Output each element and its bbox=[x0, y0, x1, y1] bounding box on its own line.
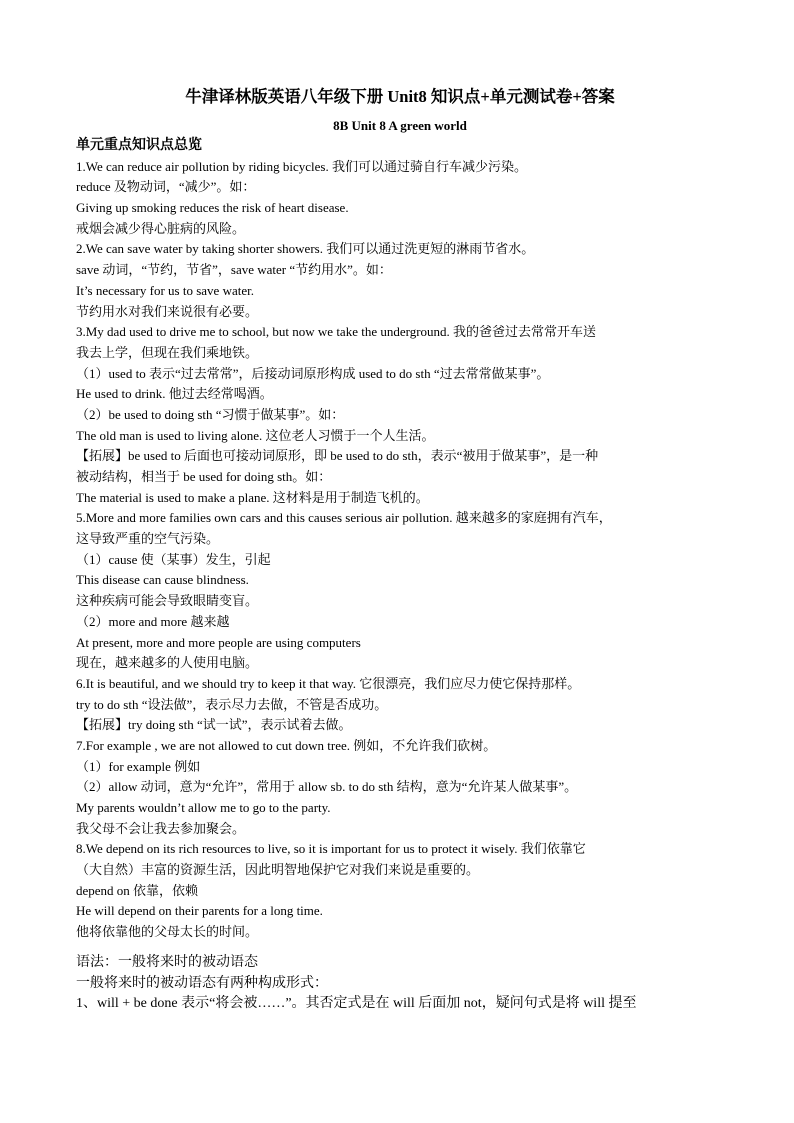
text-line: 1.We can reduce air pollution by riding bicycles. 我们可以通过骑自行车减少污染。 bbox=[76, 158, 527, 174]
text-line: My parents wouldn’t allow me to go to the party. bbox=[76, 800, 331, 815]
text-line: 我父母不会让我去参加聚会。 bbox=[76, 820, 246, 836]
text-line: （1）cause 使（某事）发生，引起 bbox=[76, 551, 271, 567]
text-line: Giving up smoking reduces the risk of heart disease. bbox=[76, 200, 349, 216]
text-line: 被动结构，相当于 be used for doing sth。如： bbox=[76, 469, 332, 484]
text-line: 现在，越来越多的人使用电脑。 bbox=[76, 655, 259, 671]
document-body bbox=[76, 136, 724, 1015]
text-line: reduce 及物动词，“减少”。如： bbox=[76, 179, 256, 195]
text-line: 节约用水对我们来说很有必要。 bbox=[76, 303, 259, 319]
text-line: At present, more and more people are using computers bbox=[76, 634, 361, 650]
text-line: 一般将来时的被动语态有两种构成形式： bbox=[76, 975, 328, 991]
text-line: 1、will + be done 表示“将会被……”。其否定式是在 will 后面加 not，疑问句式是将 will 提至 bbox=[76, 996, 637, 1012]
text-line: The old man is used to living alone. 这位老人习惯于一个人生活。 bbox=[76, 427, 435, 443]
text-line: try to do sth “设法做”，表示尽力去做，不管是否成功。 bbox=[76, 696, 388, 712]
text-line: 他将依靠他的父母太长的时间。 bbox=[76, 924, 259, 940]
text-line: （1）for example 例如 bbox=[76, 758, 201, 774]
text-line: 5.More and more families own cars and this causes serious air pollution. 越来越多的家庭拥有汽车， bbox=[76, 510, 612, 526]
document-title: 牛津译林版英语八年级下册 Unit8 知识点+单元测试卷+答案 bbox=[185, 87, 615, 106]
text-line: （2）be used to doing sth “习惯于做某事”。如： bbox=[76, 406, 345, 422]
text-line: He will depend on their parents for a long time. bbox=[76, 903, 323, 919]
text-line: （2）allow 动词，意为“允许”，常用于 allow sb. to do sth 结构，意为“允许某人做某事”。 bbox=[76, 779, 578, 795]
blank-line bbox=[76, 943, 724, 953]
text-line: 这导致严重的空气污染。 bbox=[76, 531, 220, 547]
text-line: （2）more and more 越来越 bbox=[76, 613, 230, 629]
text-line: 3.My dad used to drive me to school, but now we take the underground. 我的爸爸过去常常开车送 bbox=[76, 324, 597, 340]
text-line: He used to drink. 他过去经常喝酒。 bbox=[76, 386, 273, 402]
text-line: This disease can cause blindness. bbox=[76, 572, 249, 588]
text-line: 8.We depend on its rich resources to live, so it is important for us to protect it wisely. 我们依靠它 bbox=[76, 841, 586, 857]
text-line: depend on 依靠，依赖 bbox=[76, 882, 199, 898]
text-line: （大自然）丰富的资源生活，因此明智地保护它对我们来说是重要的。 bbox=[76, 862, 480, 878]
text-line: It’s necessary for us to save water. bbox=[76, 282, 254, 298]
text-line: 戒烟会减少得心脏病的风险。 bbox=[76, 220, 246, 236]
text-line: （1）used to 表示“过去常常”，后接动词原形构成 used to do sth “过去常常做某事”。 bbox=[76, 365, 550, 381]
text-line: The material is used to make a plane. 这材料是用于制造飞机的。 bbox=[76, 489, 429, 505]
text-line: 7.For example , we are not allowed to cut down tree. 例如，不允许我们砍树。 bbox=[76, 737, 497, 753]
text-line: 【拓展】be used to 后面也可接动词原形，即 be used to do sth，表示“被用于做某事”，是一种 bbox=[76, 448, 599, 464]
text-line: 【拓展】try doing sth “试一试”，表示试着去做。 bbox=[76, 717, 352, 733]
text-line: save 动词，“节约，节省”，save water “节约用水”。如： bbox=[76, 262, 392, 278]
text-line: 2.We can save water by taking shorter showers. 我们可以通过洗更短的淋雨节省水。 bbox=[76, 241, 535, 257]
section-heading: 单元重点知识点总览 bbox=[76, 138, 202, 153]
text-line: 6.It is beautiful, and we should try to keep it that way. 它很漂亮，我们应尽力使它保持那样。 bbox=[76, 675, 581, 691]
document-subtitle: 8B Unit 8 A green world bbox=[333, 118, 467, 133]
text-line: 语法：一般将来时的被动语态 bbox=[76, 954, 258, 970]
text-line: 我去上学，但现在我们乘地铁。 bbox=[76, 344, 259, 360]
text-line: 这种疾病可能会导致眼睛变盲。 bbox=[76, 593, 259, 609]
